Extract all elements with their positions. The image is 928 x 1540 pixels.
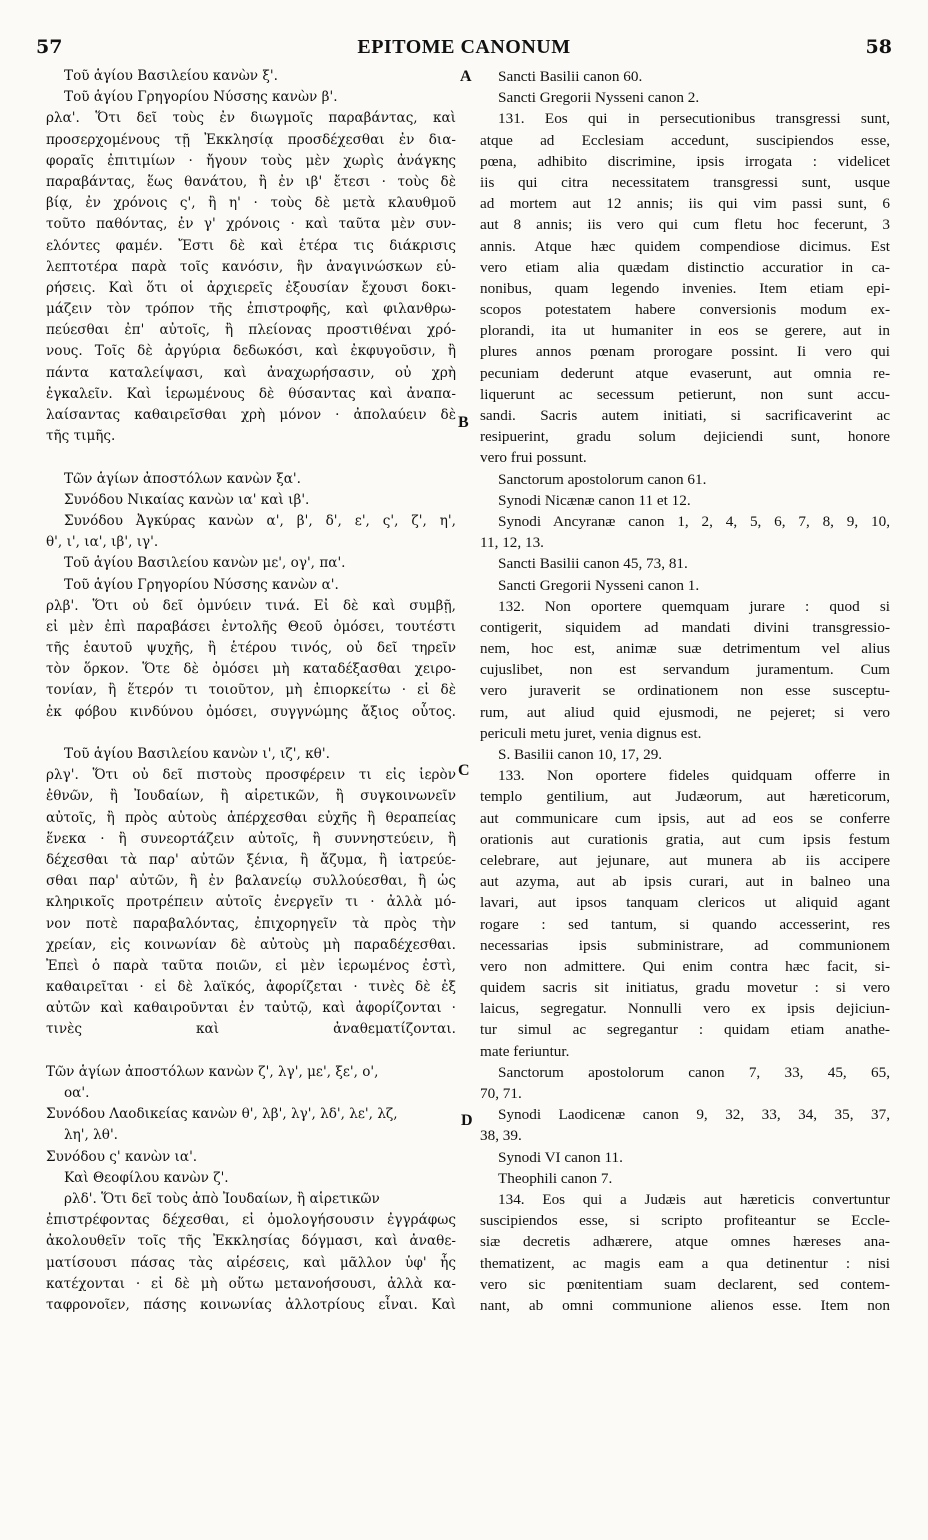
latin-text-line: mate feriuntur. xyxy=(480,1042,570,1060)
latin-text-line: vero juraverit se ordinationem non esse susceptu- xyxy=(480,682,890,700)
latin-text-line: ad mortem aut 12 annis; iis qui vim passi sunt, 6 xyxy=(480,195,890,213)
latin-text-line: Sancti Gregorii Nysseni canon 1. xyxy=(498,576,700,594)
greek-text-line: χρείαν, εἰς κοινωνίαν δὲ αὐτοὺς μὴ παραδέχεσθαι. xyxy=(46,936,456,953)
latin-text-line: nem, hoc est, animæ suæ detrimentum vel alius xyxy=(480,640,890,658)
greek-text-line: καθαιρεῖται · εἰ δὲ λαϊκός, ἀφορίζεται · τινὲς δὲ ἐξ xyxy=(46,979,456,996)
latin-text-line: Sancti Basilii canon 60. xyxy=(498,68,643,85)
page-number-right: 58 xyxy=(865,36,892,58)
latin-text-line: thematizent, ac magis eam a qua detinentur : nisi xyxy=(480,1254,890,1272)
greek-text-line: Τοῦ ἁγίου Γρηγορίου Νύσσης κανὼν α'. xyxy=(64,576,339,593)
greek-text-line xyxy=(46,723,456,744)
latin-text-line: suscipiendos esse, si scripto profiteantur se Eccle- xyxy=(480,1212,890,1230)
latin-text-line: periculi metu juret, venia dignus est. xyxy=(480,724,702,742)
latin-text-line: siæ decretis adhærere, atque omnes hæreses ana- xyxy=(480,1233,890,1251)
latin-text-line: aut communicare cum ipsis, aut ad eos se conferre xyxy=(480,809,890,827)
latin-text-line: iis qui citra necessitatem transgressi sunt, usque xyxy=(480,173,890,191)
latin-text-line: 131. Eos qui in persecutionibus transgressi sunt, xyxy=(498,110,890,128)
latin-text-line: scopos potestatem habere conversionis modum ex- xyxy=(480,301,890,319)
latin-text-line: 70, 71. xyxy=(480,1085,522,1102)
greek-text-line: ρλγ'. Ὅτι οὐ δεῖ πιστοὺς προσφέρειν τι εἰς ἱερὸν xyxy=(46,767,456,784)
latin-text-line: nant, ab omni communione alienos esse. Item non xyxy=(480,1296,890,1314)
latin-text-line: tur simul ac segregantur : quidam etiam anathe- xyxy=(480,1021,890,1039)
greek-text-line: Τοῦ ἁγίου Γρηγορίου Νύσσης κανὼν β'. xyxy=(64,89,338,106)
latin-text-line: nonibus, quam legendo invenies. Item etiam epi- xyxy=(480,279,890,297)
greek-text-line: Τῶν ἁγίων ἀποστόλων κανὼν ξα'. xyxy=(64,470,301,487)
latin-text-line: contigerit, siquidem ad mandati divini transgressio- xyxy=(480,618,890,636)
greek-text-line: αὐτοῖς, ἢ πρὸς αὐτοὺς ἀπέρχεσθαι εὐχῆς ἢ θεραπείας xyxy=(46,809,456,826)
greek-text-line: θ', ι', ια', ιβ', ιγ'. xyxy=(46,534,159,551)
greek-text-line: ἐπιστρέφοντας δέχεσθαι, εἰ ὁμολογήσουσιν ἐγγράφως xyxy=(46,1212,456,1229)
latin-column xyxy=(480,66,890,1316)
greek-text-line: δέχεσθαι τὰ παρ' αὐτῶν ξένια, ἢ ἄζυμα, ἢ ἰατρεύε- xyxy=(46,851,456,868)
greek-text-line: ρλβ'. Ὅτι οὐ δεῖ ὀμνύειν τινά. Εἰ δὲ καὶ συμβῇ, xyxy=(46,597,456,614)
latin-text-line: aut 8 annis; iis vero qui cum fletu hoc fecerunt, 3 xyxy=(480,216,890,234)
latin-text-line: Sanctorum apostolorum canon 7, 33, 45, 65, xyxy=(498,1063,890,1081)
greek-text-line: τῆς τιμῆς. xyxy=(46,428,116,445)
greek-text-line: ἀκολουθεῖν τοῖς τῆς Ἐκκλησίας δόγμασι, καὶ ἀναθε- xyxy=(46,1233,456,1250)
latin-text-line: Sancti Basilii canon 45, 73, 81. xyxy=(498,555,688,573)
latin-text-line: vero frui possunt. xyxy=(480,449,587,467)
latin-text-line: Synodi Nicænæ canon 11 et 12. xyxy=(498,491,691,509)
greek-text-line: Συνόδου Λαοδικείας κανὼν θ', λβ', λγ', λδ', λε', λζ, xyxy=(46,1106,398,1123)
greek-text-line: κατέχονται · εἰ δὲ μὴ οὕτω μετανοήσουσι, ἀλλὰ κα- xyxy=(46,1275,456,1292)
margin-letter-b: B xyxy=(458,414,469,431)
latin-text-line: 38, 39. xyxy=(480,1127,522,1145)
greek-text-line: Τοῦ ἁγίου Βασιλείου κανὼν ι', ιζ', κθ'. xyxy=(64,746,330,762)
latin-text-line: annis. Atque hæc quidem compendiose dicimus. Est xyxy=(480,237,890,255)
latin-text-line: Sanctorum apostolorum canon 61. xyxy=(498,470,707,488)
greek-text-line: λεπτοτέρα παρὰ τοῖς κανόσιν, ἣν ἀναγινώσκων εὑ- xyxy=(46,258,456,275)
latin-text-line: vero non admittere. Qui enim contra hæc facit, si- xyxy=(480,957,890,975)
latin-text-line: pœna, adhibito discrimine, ipsis irrogata : videlicet xyxy=(480,152,890,170)
latin-text-line: aut azyma, aut ab ipsis curari, aut in balneo una xyxy=(480,873,890,891)
greek-text-line xyxy=(46,1041,456,1062)
greek-text-line: αὐτῶν καὶ καθαιροῦνται ἐν ταὐτῷ, καὶ ἀφορίζονται · xyxy=(46,1000,456,1017)
greek-column xyxy=(46,66,456,1316)
latin-text-line: necessarias ipsis subministrare, ad communionem xyxy=(480,936,890,954)
latin-text-line: celebrare, aut jejunare, aut munera ab iis accipere xyxy=(480,851,890,869)
latin-text-line: Synodi Ancyranæ canon 1, 2, 4, 5, 6, 7, 8, 9, 10, xyxy=(498,512,890,530)
latin-text-line: Theophili canon 7. xyxy=(498,1169,613,1187)
greek-text-line: ἕνεκα · ἢ συνεορτάζειν αὐτοῖς, ἢ συννηστεύειν, ἢ xyxy=(46,830,456,847)
latin-text-line: sandi. Sacris autem initiati, si sacrificaverint ac xyxy=(480,407,890,424)
latin-text-line: quidem sacris sit initiatus, gradu movetur : si vero xyxy=(480,979,890,997)
greek-text-line: ἐκ φόβου κινδύνου ὀμόσει, συγγνώμης ἄξιος οὗτος. xyxy=(46,703,456,720)
latin-text-line: atque ad Ecclesiam accedunt, suscipiendos esse, xyxy=(480,131,890,149)
greek-text-line: προσερχομένους τῇ Ἐκκλησίᾳ προσδέχεσθαι ἐν δια- xyxy=(46,131,456,148)
latin-text-line: cujuslibet, non est servandum juramentum. Cum xyxy=(480,661,890,679)
greek-text-line: τοῦτο παθόντας, ἐν γ' χρόνοις · καὶ ταῦτα μὲν συν- xyxy=(46,216,456,233)
greek-text-line: ρλα'. Ὅτι δεῖ τοὺς ἐν διωγμοῖς παραβάντας, καὶ xyxy=(46,110,456,127)
latin-text-line: plorandi, ita ut humaniter in eos se gerere, aut in xyxy=(480,322,890,340)
greek-text-line: βίᾳ, ἐν χρόνοις ς', ἢ η' · τοὺς δὲ μετὰ κλαυθμοῦ xyxy=(46,195,456,212)
greek-text-line: νον ποτὲ παραβαλόντας, ἐπιχορηγεῖν τὰ πρὸς τὴν xyxy=(46,915,456,932)
greek-text-line: τονίαν, ἢ ἕτερόν τι τοιοῦτον, μὴ ἐπιορκείτω · εἰ δὲ xyxy=(46,682,456,699)
latin-text-line: vero etiam alia quædam distinctio accuratior in ca- xyxy=(480,258,890,276)
latin-text-line: 132. Non oportere quemquam jurare : quod si xyxy=(498,597,890,615)
greek-text-line: λη', λθ'. xyxy=(64,1127,118,1144)
greek-text-line: Τοῦ ἁγίου Βασιλείου κανὼν ξ'. xyxy=(64,68,278,84)
latin-text-line: vero sic pœnitentiam suam declarent, sed contem- xyxy=(480,1275,890,1293)
latin-text-line: Synodi VI canon 11. xyxy=(498,1148,623,1166)
greek-text-line: ρήσεις. Καὶ ὅτι οἱ ἀρχιερεῖς ἐξουσίαν ἔχουσι δοκι- xyxy=(46,279,456,296)
latin-text-line: templo gentilium, aut Judæorum, aut hæreticorum, xyxy=(480,788,890,806)
latin-text-line: liquerunt ac secessum petierunt, non sunt accu- xyxy=(480,385,890,403)
running-title: EPITOME CANONUM xyxy=(357,36,571,58)
latin-text-line: lavari, aut ipsos tanquam clericos ut aliquid agant xyxy=(480,894,890,912)
greek-text-line: Συνόδου ς' κανὼν ια'. xyxy=(46,1148,198,1165)
latin-text-line: resipuerint, gradu solum dejiciendi sunt, honore xyxy=(480,428,890,446)
greek-text-line: νους. Τοῖς δὲ ἀργύρια δεδωκόσι, καὶ ἐκφυγοῦσιν, ἢ xyxy=(46,343,456,360)
greek-text-line: Συνόδου Νικαίας κανὼν ια' καὶ ιβ'. xyxy=(64,491,310,508)
greek-text-line: ρλδ'. Ὅτι δεῖ τοὺς ἀπὸ Ἰουδαίων, ἢ αἱρετικῶν xyxy=(64,1190,380,1207)
latin-text-line: S. Basilii canon 10, 17, 29. xyxy=(498,746,663,763)
greek-text-line: ελόντες φαμέν. Ἔστι δὲ καὶ ἑτέρα τις διάκρισις xyxy=(46,237,456,254)
greek-text-line: τῆς ἑαυτοῦ ψυχῆς, ἢ ἑτέρου τινός, οὐ δεῖ τηρεῖν xyxy=(46,640,456,657)
greek-text-line: κληρικοῖς προτρέπειν αὐτοῖς ἐνεργεῖν τι · ἀλλὰ μό- xyxy=(46,894,456,911)
greek-text-line: ματίσουσι πάσας τὰς αἱρέσεις, καὶ μᾶλλον ὑφ' ἧς xyxy=(46,1254,456,1271)
latin-text-line: plures annos pœnam prorogare possint. Ii vero qui xyxy=(480,343,890,361)
greek-text-line: πεύεσθαι ἐπ' αὐτοῖς, ἢ πλείονας προστιθέναι χρό- xyxy=(46,322,456,339)
margin-letter-d: D xyxy=(461,1112,473,1129)
greek-text-line: ἐγκαλεῖν. Καὶ ἱερωμένους δὲ θύσαντας καὶ ἀναπα- xyxy=(46,385,456,402)
greek-text-line: εἰ μὲν ἐπὶ παραβάσει ἐντολῆς Θεοῦ ὀμόσει, τουτέστι xyxy=(46,618,456,635)
greek-text-line: λαίσαντας καθαιρεῖσθαι χρὴ μόνον · ἀπολαύειν δὲ xyxy=(46,407,456,423)
latin-text-line: rogare : sed tantum, si quando accesserint, res xyxy=(480,915,890,933)
greek-text-line: Τοῦ ἁγίου Βασιλείου κανὼν με', ογ', πα'. xyxy=(64,555,346,572)
latin-text-line: laicus, segregatur. Nonnulli vero ex ipsis dejiciun- xyxy=(480,1000,890,1018)
latin-text-line: rum, aut aliud quid ejusmodi, ne pejeret; si vero xyxy=(480,703,890,721)
latin-text-line: pecuniam dederunt atque evaserunt, aut omnia re- xyxy=(480,364,890,382)
page-header xyxy=(0,36,928,64)
greek-text-line xyxy=(46,447,456,468)
latin-text-line: 134. Eos qui a Judæis aut hæreticis convertuntur xyxy=(498,1190,890,1208)
greek-text-line: τινὲς καὶ ἀναθεματίζονται. xyxy=(46,1021,456,1038)
latin-text-line: orationis aut curationis gratia, aut cum ipsis festum xyxy=(480,830,890,848)
greek-text-line: ταφρονοῖεν, πάσης κοινωνίας ἀλλοτρίους εἶναι. Καὶ xyxy=(46,1296,456,1313)
greek-text-line: Ἐπεὶ ὁ παρὰ ταῦτα ποιῶν, εἰ μὲν ἱερωμένος ἐστὶ, xyxy=(46,957,456,974)
latin-text-line: 133. Non oportere fideles quidquam offerre in xyxy=(498,767,890,785)
greek-text-line: ἐθνῶν, ἢ Ἰουδαίων, ἢ αἱρετικῶν, ἢ συγκοινωνεῖν xyxy=(46,788,456,805)
latin-text-line: Sancti Gregorii Nysseni canon 2. xyxy=(498,89,700,107)
greek-text-line: οα'. xyxy=(64,1085,90,1101)
greek-text-line: σθαι παρ' αὐτῶν, ἢ ἐν βαλανείῳ συλλούεσθαι, ἢ ὡς xyxy=(46,873,456,890)
latin-text-line: Synodi Laodicenæ canon 9, 32, 33, 34, 35, 37, xyxy=(498,1106,890,1124)
greek-text-line: Συνόδου Ἀγκύρας κανὼν α', β', δ', ε', ς', ζ', η', xyxy=(64,512,456,529)
greek-text-line: μάζειν τὸν τρόπον τῆς ἐπιστροφῆς, καὶ φιλανθρω- xyxy=(46,301,456,318)
greek-text-line: φοραῖς ἐπιτιμίων · ἤγουν τοὺς μὲν χωρὶς ἀνάγκης xyxy=(46,152,456,169)
page-number-left: 57 xyxy=(36,36,63,58)
latin-text-line: 11, 12, 13. xyxy=(480,534,544,552)
greek-text-line: πάντα καταλείψασι, καὶ ἀναχωρήσασιν, οὐ χρὴ xyxy=(46,364,456,381)
margin-letter-c: C xyxy=(458,762,470,779)
greek-text-line: Τῶν ἁγίων ἀποστόλων κανὼν ζ', λγ', με', ξε', ο', xyxy=(46,1063,379,1080)
greek-text-line: τὸν ὅρκον. Ὅτε δὲ ὀμόσει μὴ καταδέξασθαι χειρο- xyxy=(46,661,456,678)
greek-text-line: Καὶ Θεοφίλου κανὼν ζ'. xyxy=(64,1169,229,1186)
greek-text-line: παραβάντας, ἕως θανάτου, ἢ ἐν ιβ' ἔτεσι · τοὺς δὲ xyxy=(46,173,456,190)
margin-letter-a: A xyxy=(460,68,472,85)
